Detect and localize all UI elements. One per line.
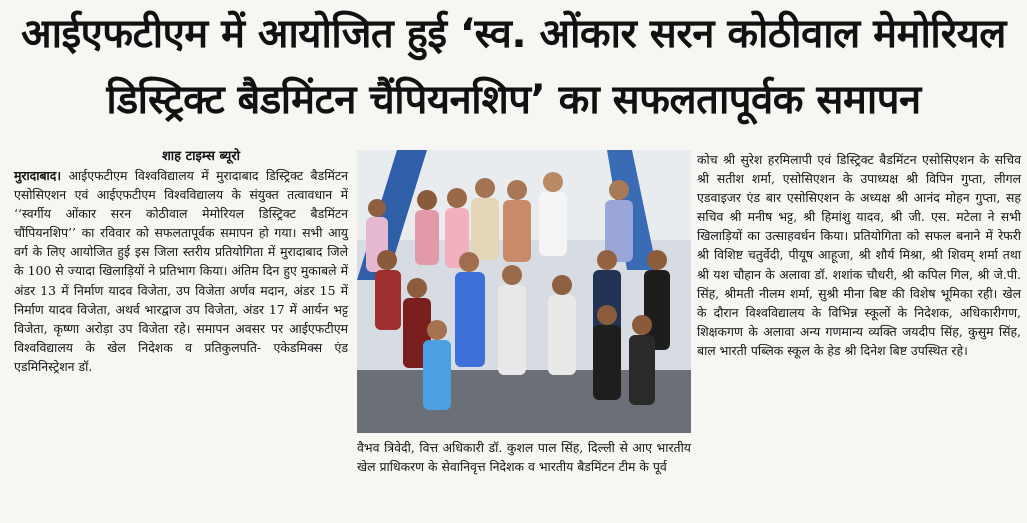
headline-line-1: आईएफटीएम में आयोजित हुई ‘स्व. ओंकार सरन कोठीवाल मेमोरियल [21, 11, 1006, 57]
left-column-body: आईएफटीएम विश्वविद्यालय में मुरादाबाद डिस्ट्रिक्ट बैडमिंटन एसोसिएशन एवं आईएफटीएम विश्वविद्यालय के संयुक्त तत्वावधान में ‘‘स्वर्गीय ओंकार सरन कोठीवाल मेमोरियल डिस्ट्रिक्ट बैडमिंटन चौंपियनशिप’’ का रविवार को सफलतापूर्वक समापन हो गया। सभी आयु वर्ग के लिए आयोजित हुई इस जिला स्तरीय प्रतियोगिता में मुरादाबाद जिले के 100 से ज्यादा खिलाड़ियों ने प्रतिभाग किया। अंतिम दिन हुए मुकाबले में अंडर 13 में निर्माण यादव विजेता, उप विजेता अर्णव मदान, अंडर 15 में निर्माण यादव विजेता, अथर्व भारद्वाज उप विजेता, अंडर 17 में आर्यन भट्ट विजेता, कृष्णा अरोड़ा उप विजेता रहे। समापन अवसर पर आईएफटीएम विश्वविद्यालय के खेल निदेशक व प्रतिकुलपति- एकेडमिक्स एंड एडमिनिस्ट्रेशन डॉ. [14, 168, 348, 374]
dateline: मुरादाबाद। [14, 168, 62, 183]
left-column [14, 147, 348, 376]
left-column-text [14, 166, 348, 376]
headline-line-2: डिस्ट्रिक्ट बैडमिंटन चैंपियनशिप’ का सफलतापूर्वक समापन [106, 77, 921, 123]
middle-column: वैभव त्रिवेदी, वित्त अधिकारी डॉ. कुशल पाल सिंह, दिल्ली से आए भारतीय खेल प्राधिकरण के सेवानिवृत्त निदेशक व भारतीय बैडमिंटन टीम के पूर्व [357, 440, 691, 475]
byline: शाह टाइम्स ब्यूरो [161, 149, 241, 164]
headline [0, 0, 1027, 132]
group-photo [357, 150, 691, 433]
right-column: कोच श्री सुरेश हरमिलापी एवं डिस्ट्रिक्ट बैडमिंटन एसोसिएशन के सचिव श्री सतीश शर्मा, एसोसिएशन के उपाध्यक्ष श्री विपिन गुप्ता, लीगल एडवाइजर एंड बार एसोसिएशन के अध्यक्ष श्री आनंद मोहन गुप्ता, सह सचिव श्री मनीष भट्ट, श्री हिमांशु यादव, श्री जी. एस. मटेला ने सभी खिलाड़ियों का उत्साहवर्धन किया। प्रतियोगिता को सफल बनाने में रेफरी श्री विशिष्ट चतुर्वेदी, पीयूष आहूजा, श्री शौर्य मिश्रा, श्री शिवम् शर्मा तथा श्री यश चौहान के अलावा डॉ. शशांक चौधरी, श्री कपिल गिल, श्री जे.पी. सिंह, श्रीमती नीलम शर्मा, सुश्री मीना बिष्ट की विशेष भूमिका रही। खेल के दौरान विश्वविद्यालय के विभिन्न स्कूलों के निदेशक, अधिकारीगण, शिक्षकगण के अलावा अन्य गणमान्य व्यक्ति जयदीप सिंह, कुसुम सिंह, बाल भारती पब्लिक स्कूल के हेड श्री दिनेश बिष्ट उपस्थित रहे। [697, 152, 1021, 358]
